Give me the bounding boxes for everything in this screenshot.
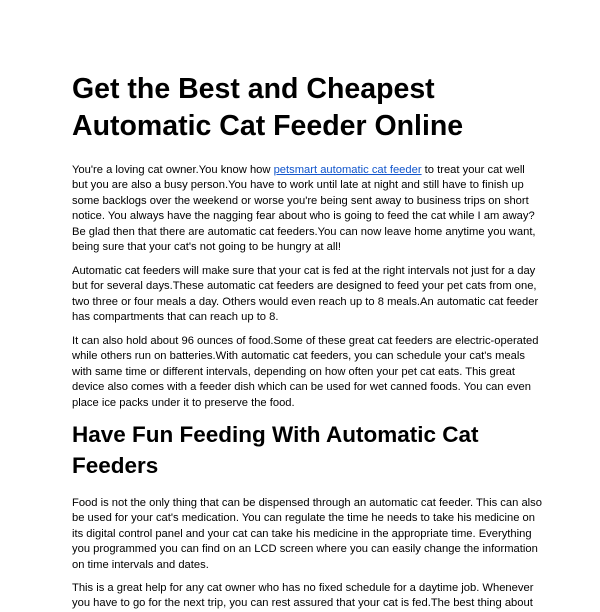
paragraph-intro [72,163,542,255]
petsmart-feeder-link[interactable]: petsmart automatic cat feeder [273,164,422,176]
intro-text-before-link: You're a loving cat owner.You know how [72,164,274,176]
paragraph-busy-owner: This is a great help for any cat owner who has no fixed schedule for a daytime job. Whenever you have to go for the next trip, you can rest assured that your cat is fed.The best thing about [72,582,534,610]
paragraph-food-capacity: It can also hold about 96 ounces of food.Some of these great cat feeders are electric-operated while others run on batteries.With automatic cat feeders, you can schedule your cat's meals with same time or different intervals, depending on how often your pet cat eats. This great device also comes with a feeder dish which can be used for wet canned foods. You can even place ice packs under it to preserve the food. [72,335,539,409]
paragraph-medication: Food is not the only thing that can be dispensed through an automatic cat feeder. This can also be used for your cat's medication. You can regulate the time he needs to take his medicine on its digital control panel and your cat can take his medicine in the appropriate time. Everything you programmed you can find on an LCD screen where you can easily change the information on time intervals and dates. [72,497,542,571]
paragraph-feeding-intervals: Automatic cat feeders will make sure that your cat is fed at the right intervals not just for a day but for several days.These automatic cat feeders are designed to feed your pet cats from one, two three or four meals a day. Others would even reach up to 8 meals.An automatic cat feeder has compartments that can reach up to 8. [72,265,539,324]
intro-text-after-link: to treat your cat well but you are also a busy person.You have to work until late at night and still have to finish up some backlogs over the weekend or worse you're being sent away to business trips on short notice. You always have the nagging fear about who is going to feed the cat while I am away? Be glad then that there are automatic cat feeders.You can now leave home anytime you want, being sure that your cat's not going to be hungry at all! [72,164,536,254]
section-heading: Have Fun Feeding With Automatic Cat Feeders [72,422,479,478]
page-title: Get the Best and Cheapest Automatic Cat Feeder Online [72,73,464,142]
